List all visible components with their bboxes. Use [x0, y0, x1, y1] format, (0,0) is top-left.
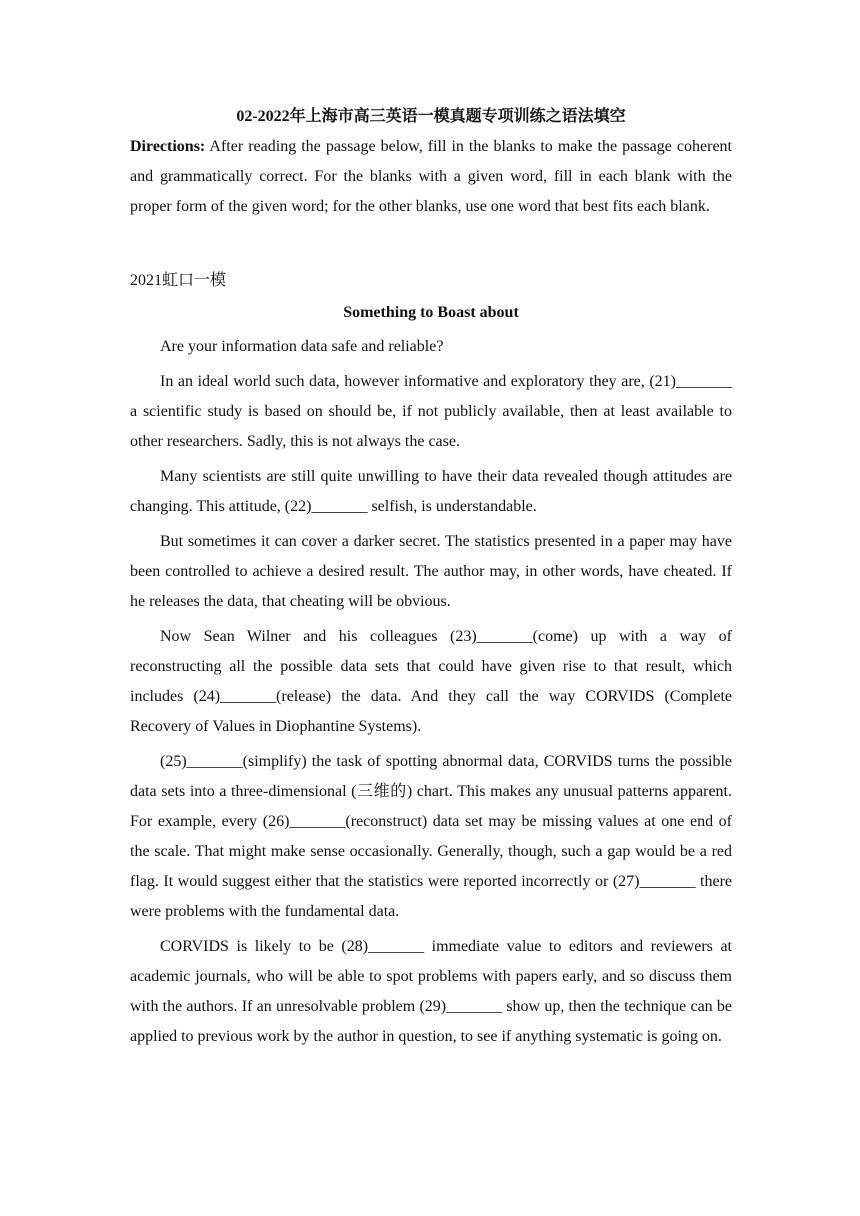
passage-paragraph: But sometimes it can cover a darker secret. The statistics presented in a paper may have been controlled to achieve a desired result. The author may, in other words, have cheated. If he releases the data, that cheating will be obvious.	[130, 533, 732, 610]
directions-label: Directions:	[130, 138, 206, 155]
passage-paragraph: Are your information data safe and reliable?	[160, 338, 444, 355]
passage-paragraph: CORVIDS is likely to be (28)_______ immediate value to editors and reviewers at academic journals, who will be able to spot problems with papers early, and so discuss them with the authors. If an unresolvable problem (29)_______ show up, then the technique can be applied to previous work by the author in question, to see if anything systematic is going on.	[130, 938, 732, 1045]
directions-text: After reading the passage below, fill in the blanks to make the passage coherent and grammatically correct. For the blanks with a given word, fill in each blank with the proper form of the given word; for the other blanks, use one word that best fits each blank.	[130, 138, 732, 215]
passage-paragraph: Many scientists are still quite unwilling to have their data revealed though attitudes are changing. This attitude, (22)_______ selfish, is understandable.	[130, 468, 732, 515]
directions	[130, 132, 732, 222]
passage-paragraph: Now Sean Wilner and his colleagues (23)_______(come) up with a way of reconstructing all the possible data sets that could have given rise to that result, which includes (24)_______(release) the data. And they call the way CORVIDS (Complete Recovery of Values in Diophantine Systems).	[130, 628, 732, 735]
passage-paragraph: (25)_______(simplify) the task of spotting abnormal data, CORVIDS turns the possible data sets into a three-dimensional (三维的) chart. This makes any unusual patterns apparent. For example, every (26)_______(reconstruct) data set may be missing values at one end of the scale. That might make sense occasionally. Generally, though, such a gap would be a red flag. It would suggest either that the statistics were reported incorrectly or (27)_______ there were problems with the fundamental data.	[130, 753, 732, 920]
exam-source-label: 2021虹口一模	[130, 272, 227, 289]
document-title: 02-2022年上海市高三英语一模真题专项训练之语法填空	[236, 108, 626, 125]
passage-paragraph: In an ideal world such data, however informative and exploratory they are, (21)_______ a scientific study is based on should be, if not publicly available, then at least available to other researchers. Sadly, this is not always the case.	[130, 373, 732, 450]
passage-title: Something to Boast about	[343, 304, 519, 321]
document-content	[130, 102, 732, 1052]
